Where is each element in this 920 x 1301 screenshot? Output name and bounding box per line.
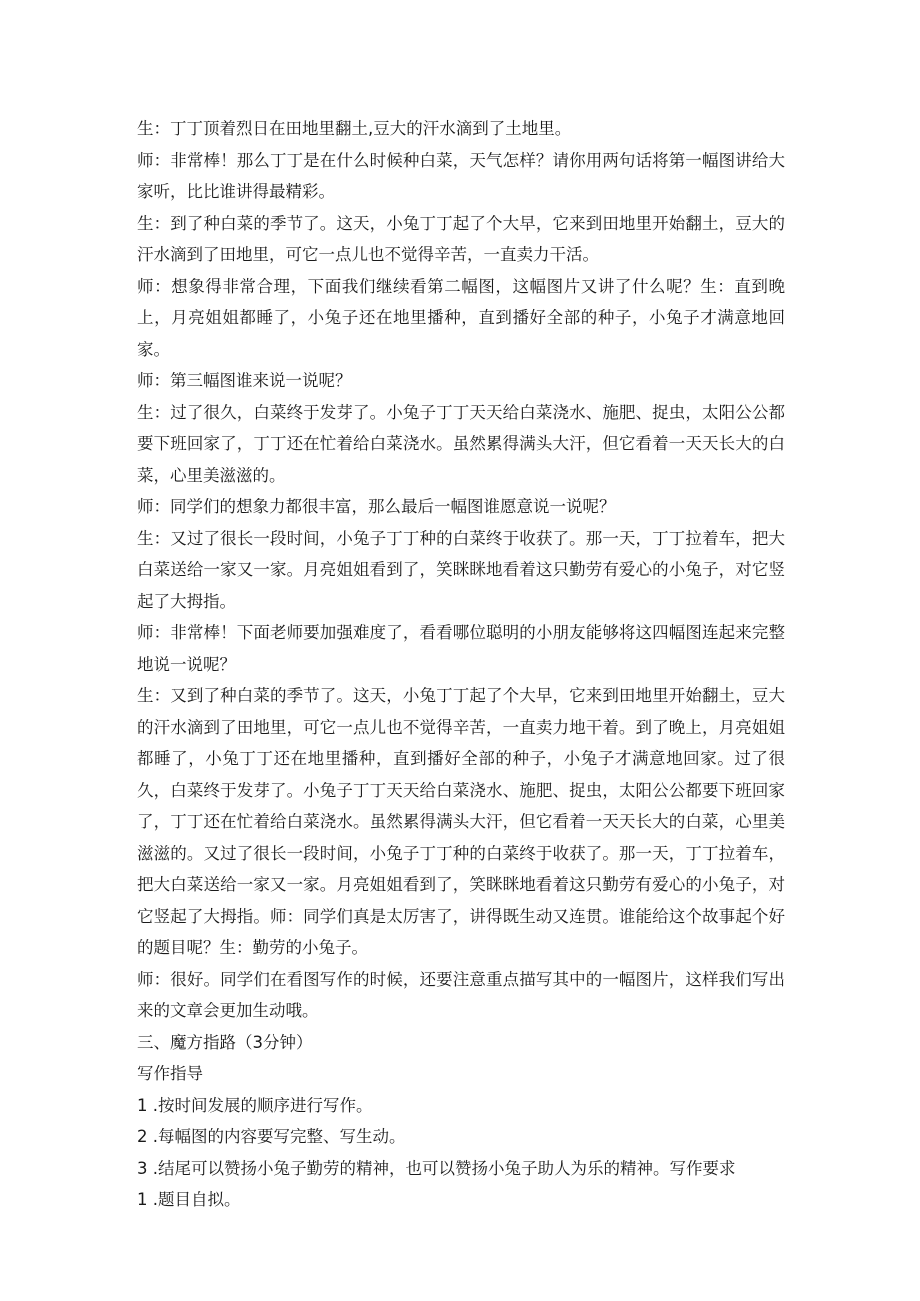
guide-item: 1 .按时间发展的顺序进行写作。 [137,1095,373,1115]
paragraph-teacher-question-1: 师：非常棒！那么丁丁是在什么时候种白菜，天气怎样？请你用两句话将第一幅图讲给大家听，比比谁讲得最精彩。 [137,150,785,201]
paragraph-student-answer-2: 生：到了种白菜的季节了。这天，小兔丁丁起了个大早，它来到田地里开始翻土，豆大的汗水滴到了田地里，可它一点儿也不觉得辛苦，一直卖力干活。 [137,213,785,264]
paragraph-teacher-question-4: 师：同学们的想象力都很丰富，那么最后一幅图谁愿意说一说呢？ [137,497,616,516]
paragraph-student-answer-4: 生：又过了很长一段时间，小兔子丁丁种的白菜终于收获了。那一天，丁丁拉着车，把大白菜送给一家又一家。月亮姐姐看到了，笑眯眯地看着这只勤劳有爱心的小兔子，对它竖起了大拇指。 [137,528,785,611]
paragraph-teacher-question-5: 师：非常棒！下面老师要加强难度了，看看哪位聪明的小朋友能够将这四幅图连起来完整地说一说呢？ [137,623,785,674]
paragraph-teacher-summary: 师：很好。同学们在看图写作的时候，还要注意重点描写其中的一幅图片，这样我们写出来的文章会更加生动哦。 [137,969,785,1020]
guide-item: 3 .结尾可以赞扬小兔子勤劳的精神，也可以赞扬小兔子助人为乐的精神。写作要求 [137,1158,736,1178]
document-body [137,113,785,1216]
paragraph-teacher-question-2: 师：想象得非常合理，下面我们继续看第二幅图，这幅图片又讲了什么呢？生：直到晚上，月亮姐姐都睡了，小兔子还在地里播种，直到播好全部的种子，小兔子才满意地回家。 [137,276,785,359]
paragraph-student-answer-1: 生：丁丁顶着烈日在田地里翻土,豆大的汗水滴到了土地里。 [137,119,572,138]
guide-item: 2 .每幅图的内容要写完整、写生动。 [137,1127,406,1146]
requirement-item: 1 .题目自拟。 [137,1190,241,1209]
subheading-writing-guide: 写作指导 [137,1064,203,1083]
paragraph-student-answer-3: 生：过了很久，白菜终于发芽了。小兔子丁丁天天给白菜浇水、施肥、捉虫，太阳公公都要下班回家了，丁丁还在忙着给白菜浇水。虽然累得满头大汗，但它看着一天天长大的白菜，心里美滋滋的。 [137,402,785,485]
paragraph-teacher-question-3: 师：第三幅图谁来说一说呢？ [137,371,352,390]
paragraph-student-full-story: 生：又到了种白菜的季节了。这天，小兔丁丁起了个大早，它来到田地里开始翻土，豆大的汗水滴到了田地里，可它一点儿也不觉得辛苦，一直卖力地干着。到了晚上，月亮姐姐都睡了，小兔丁丁还在地里播种，直到播好全部的种子，小兔子才满意地回家。过了很久，白菜终于发芽了。小兔子丁丁天天给白菜浇水、施肥、捉虫，太阳公公都要下班回家了，丁丁还在忙着给白菜浇水。虽然累得满头大汗，但它看着一天天长大的白菜，心里美滋滋的。又过了很长一段时间，小兔子丁丁种的白菜终于收获了。那一天，丁丁拉着车，把大白菜送给一家又一家。月亮姐姐看到了，笑眯眯地看着这只勤劳有爱心的小兔子，对它竖起了大拇指。师：同学们真是太厉害了，讲得既生动又连贯。谁能给这个故事起个好的题目呢？生：勤劳的小兔子。 [137,686,785,957]
section-heading: 三、魔方指路（3分钟） [137,1032,313,1052]
